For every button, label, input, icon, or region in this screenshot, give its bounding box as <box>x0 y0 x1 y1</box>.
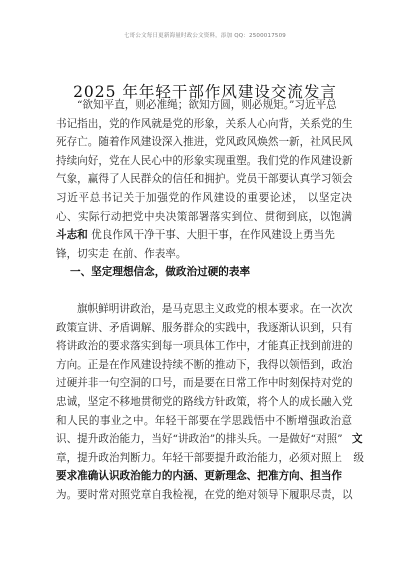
bold-text-line: 要求准确认识政治能力的内涵、更新理念、把准方向、担当作 <box>56 470 343 483</box>
text-line: “欲知平直，则必准绳；欲知方圆，则必规矩。”习近平总 <box>77 99 337 111</box>
text-line: 习近平总书记关于加强党的作风建设的重要论述， 以坚定决 <box>56 191 352 204</box>
text-line: 方向。正是在作风建设持续不断的推动下，我得以领悟到，政治 <box>56 358 353 371</box>
text-line: 将讲政治的要求落实到每一项具体工作中，才能真正找到前进的 <box>56 340 353 353</box>
section-heading: 一、坚定理想信念，做政治过硬的表率 <box>70 266 251 279</box>
text-run: 级 <box>353 451 364 464</box>
text-line: 忠诚，坚定不移地贯彻党的路线方针政策，将个人的成长融入党 <box>56 395 353 408</box>
text-run: 优良作风干净干事、大胆干事，在作风建设上勇当先 <box>91 229 335 242</box>
text-line: 锋，切实走 在前、作表率。 <box>56 247 187 260</box>
text-line: 和人民的事业之中。年轻干部要在学思践悟中不断增强政治意 <box>56 414 352 427</box>
text-run: 章，提升政治判断力。年轻干部要提升政治能力，必须对照上 <box>56 451 343 464</box>
text-line: 死存亡。随着作风建设深入推进，党风政风焕然一新，社风民风 <box>56 136 353 149</box>
text-line: 为。要时常对照党章自我检视，在党的绝对领导下履职尽责，以 <box>56 488 353 501</box>
section1-paragraph <box>56 300 364 505</box>
text-line: 心、实际行动把党中央决策部署落实到位、贯彻到底，以饱满 <box>56 210 352 223</box>
text-line: 过硬并非一句空洞的口号，而是要在日常工作中时刻保持对党的 <box>56 377 353 390</box>
text-run: 识、提升政治能力，当好“讲政治”的排头兵。一是做好“对照” <box>56 433 343 446</box>
text-line: 政策宣讲、矛盾调解、服务群众的实践中，我逐渐认识到，只有 <box>56 321 353 334</box>
bold-text: 斗志和 <box>56 229 88 242</box>
header-note: 七哥公文每日更新海量时政公文资料，添加 QQ：2500017509 <box>123 33 286 39</box>
intro-paragraph <box>56 96 352 282</box>
text-line: 书记指出，党的作风就是党的形象，关系人心向背，关系党的生 <box>56 117 353 130</box>
text-line <box>56 449 364 468</box>
document-title: 2025 年年轻干部作风建设交流发言 <box>73 83 337 101</box>
bold-text: 文 <box>351 433 363 446</box>
text-line <box>56 430 363 449</box>
text-line: 气象，赢得了人民群众的信任和拥护。党员干部要认真学习领会 <box>56 173 353 186</box>
text-line: 旗帜鲜明讲政治，是马克思主义政党的根本要求。在一次次 <box>77 303 353 315</box>
text-line <box>56 226 352 245</box>
text-line: 持续向好，党在人民心中的形象实现重塑。我们党的作风建设新 <box>56 154 353 167</box>
